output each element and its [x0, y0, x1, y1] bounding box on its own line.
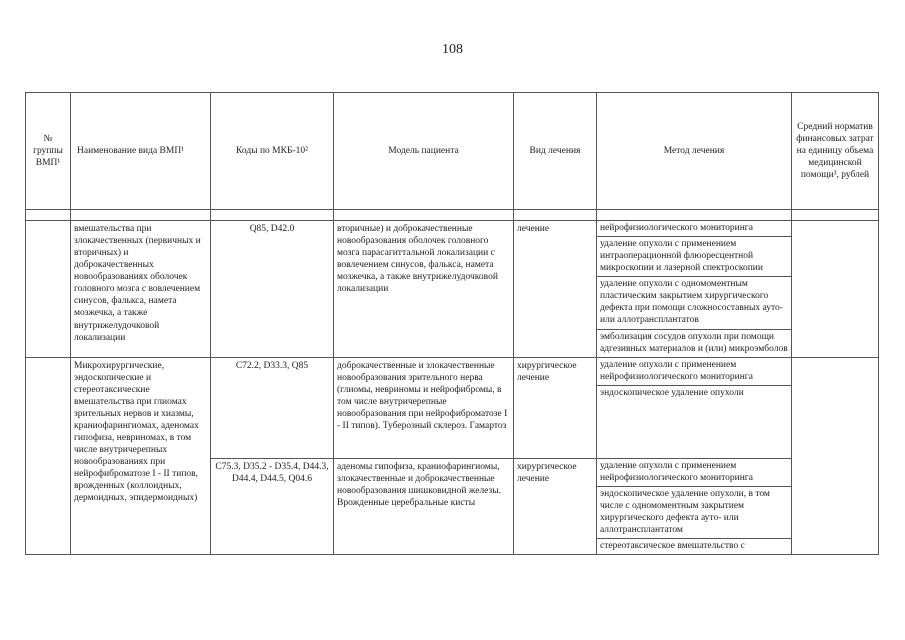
icd-codes-cell: Q85, D42.0	[211, 221, 334, 358]
treatment-type-cell: лечение	[514, 221, 597, 358]
header-treatment-type: Вид лечения	[514, 93, 597, 210]
group-no-cell	[26, 357, 71, 554]
icd-codes-cell: C72.2, D33.3, Q85	[211, 357, 334, 458]
avg-cost-cell	[792, 357, 879, 554]
vmp-table	[25, 92, 879, 555]
method-item: нейрофизиологического мониторинга	[600, 223, 753, 233]
patient-model-cell: аденомы гипофиза, краниофарингиомы, злокачественные и доброкачественные новообразования шишковидной железы. Врожденные церебральные кисты	[334, 458, 514, 554]
method-item: стереотаксическое вмешательство с	[597, 538, 791, 554]
table-row	[26, 221, 879, 358]
header-group-no: № группы ВМП¹	[26, 93, 71, 210]
method-item: удаление опухоли с применением нейрофизиологического мониторинга	[600, 460, 753, 483]
page-number: 108	[442, 42, 463, 57]
spacer-row	[26, 210, 879, 221]
avg-cost-cell	[792, 221, 879, 358]
treatment-type-cell: хирургическое лечение	[514, 357, 597, 458]
treatment-method-cell	[597, 221, 792, 358]
method-item: эндоскопическое удаление опухоли	[597, 385, 791, 401]
method-item: эндоскопическое удаление опухоли, в том числе с одномоментным закрытием хирургического дефекта ауто- или аллотрансплантатом	[597, 486, 791, 538]
group-no-cell	[26, 221, 71, 358]
table-row	[26, 357, 879, 458]
treatment-type-cell: хирургическое лечение	[514, 458, 597, 554]
method-item: эмболизация сосудов опухоли при помощи адгезивных материалов и (или) микроэмболов	[597, 329, 791, 357]
header-treatment-method: Метод лечения	[597, 93, 792, 210]
method-item: удаление опухоли с применением нейрофизиологического мониторинга	[600, 359, 753, 382]
header-patient-model: Модель пациента	[334, 93, 514, 210]
patient-model-cell: вторичные) и доброкачественные новообразования оболочек головного мозга парасагиттальной локализации с вовлечением синусов, фалькса, намета мозжечка, а также внутрижелудочковой локализации	[334, 221, 514, 358]
icd-codes-cell: C75.3, D35.2 - D35.4, D44.3, D44.4, D44.5, Q04.6	[211, 458, 334, 554]
header-icd-codes: Коды по МКБ-10²	[211, 93, 334, 210]
header-row	[26, 93, 879, 210]
treatment-method-cell	[597, 458, 792, 554]
vmp-name-cell: Микрохирургические, эндоскопические и стереотаксические вмешательства при глиомах зрительных нервов и хиазмы, краниофарингиомах, аденомах гипофиза, невриномах, в том числе внутричерепных новообразованиях при нейрофиброматозе I - II типов, врожденных (коллоидных, дермоидных, эпидермоидных)	[71, 357, 211, 554]
method-item: удаление опухоли с одномоментным пластическим закрытием хирургического дефекта при помощи сложносоставных ауто- или аллотрансплантатов	[597, 276, 791, 328]
header-avg-cost: Средний норматив финансовых затрат на единицу объема медицинской помощи³, рублей	[792, 93, 879, 210]
vmp-name-cell: вмешательства при злокачественных (первичных и вторичных) и доброкачественных новообразованиях оболочек головного мозга с вовлечением синусов, фалькса, намета мозжечка, а также внутрижелудочковой локализации	[71, 221, 211, 358]
method-item: удаление опухоли с применением интраоперационной флюоресцентной микроскопии и лазерной спектроскопии	[597, 236, 791, 276]
patient-model-cell: доброкачественные и злокачественные новообразования зрительного нерва (глиомы, невриномы и нейрофибромы, в том числе внутричерепные новообразования при нейрофиброматозе I - II типов). Туберозный склероз. Гамартоз	[334, 357, 514, 458]
treatment-method-cell	[597, 357, 792, 458]
header-vmp-name: Наименование вида ВМП¹	[71, 93, 211, 210]
